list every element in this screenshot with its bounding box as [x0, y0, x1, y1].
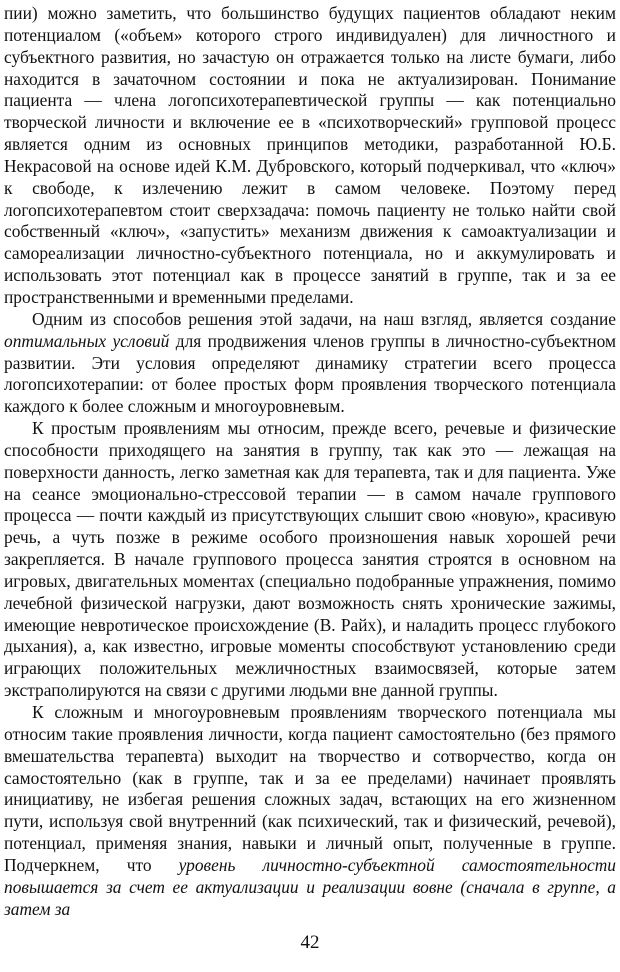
page-body-text — [4, 3, 616, 920]
paragraph-text: К простым проявлениям мы относим, прежде всего, речевые и физические способности приходящего на занятия в группу, так как это — лежащая на поверхности данность, легко заметная как для терапевта, так и для пациента. Уже на сеансе эмоционально-стрессовой терапии — в самом начале группового процесса — почти каждый из присутствующих слышит свою «новую», красивую речь, а чуть позже в режиме особого произношения навык хорошей речи закрепляется. В начале группового процесса занятия строятся в основном на игровых, двигательных моментах (специально подобранные упражнения, помимо лечебной физической нагрузки, дают возможность снять хронические зажимы, имеющие невротическое происхождение (В. Райх), и наладить процесс глубокого дыхания), а, как известно, игровые моменты способствуют установлению среди играющих положительных межличностных взаимосвязей, которые затем экстраполируются на связи с другими людьми вне данной группы. — [4, 418, 616, 701]
page-number: 42 — [300, 932, 320, 953]
paragraph — [4, 702, 616, 920]
paragraph-text: для продвижения членов группы в личностно-субъектном развитии. Эти условия определяют динамику стратегии всего процесса логопсихотерапии: от более простых форм проявления творческого потенциала каждого к более сложным и многоуровневым. — [4, 330, 616, 417]
italic-term: оптимальных условий — [4, 330, 170, 351]
paragraph — [4, 418, 616, 702]
paragraph-text: К сложным и многоуровневым проявлениям творческого потенциала мы относим такие проявления личности, когда пациент самостоятельно (без прямого вмешательства терапевта) выходит на творчество и сотворчество, когда он самостоятельно (как в группе, так и за ее пределами) начинает проявлять инициативу, не избегая решения сложных задач, встающих на его жизненном пути, используя свой внутренний (как психический, так и физический, речевой), потенциал, применяя знания, навыки и личный опыт, полученные в группе. Подчеркнем, что — [4, 702, 616, 875]
italic-emphasis: уровень личностно-субъектной самостоятельности повышается за счет ее актуализации и реализации вовне (сначала в группе, а затем за — [4, 854, 616, 919]
paragraph — [4, 309, 616, 418]
book-page — [4, 3, 616, 969]
paragraph-text: пии) можно заметить, что большинство будущих пациентов обладают неким потенциалом («объем» которого строго индивидуален) для личностного и субъектного развития, но зачастую он отражается только на листе бумаги, либо находится в зачаточном состоянии и пока не актуализирован. Понимание пациента — члена логопсихотерапевтической группы — как потенциально творческой личности и включение ее в «психотворческий» групповой процесс является одним из основных принципов методики, разработанной Ю.Б. Некрасовой на основе идей К.М. Дубровского, который подчеркивал, что «ключ» к свободе, к излечению лежит в самом человеке. Поэтому перед логопсихотерапевтом стоит сверхзадача: помочь пациенту не только найти свой собственный «ключ», «запустить» механизм движения к самоактуализации и самореализации личностно-субъектного потенциала, но и аккумулировать и использовать этот потенциал как в процессе занятий в группе, так и за ее пространственными и временными пределами. — [4, 3, 616, 307]
paragraph-text: Одним из способов решения этой задачи, на наш взгляд, является создание — [32, 308, 616, 329]
paragraph — [4, 3, 616, 309]
